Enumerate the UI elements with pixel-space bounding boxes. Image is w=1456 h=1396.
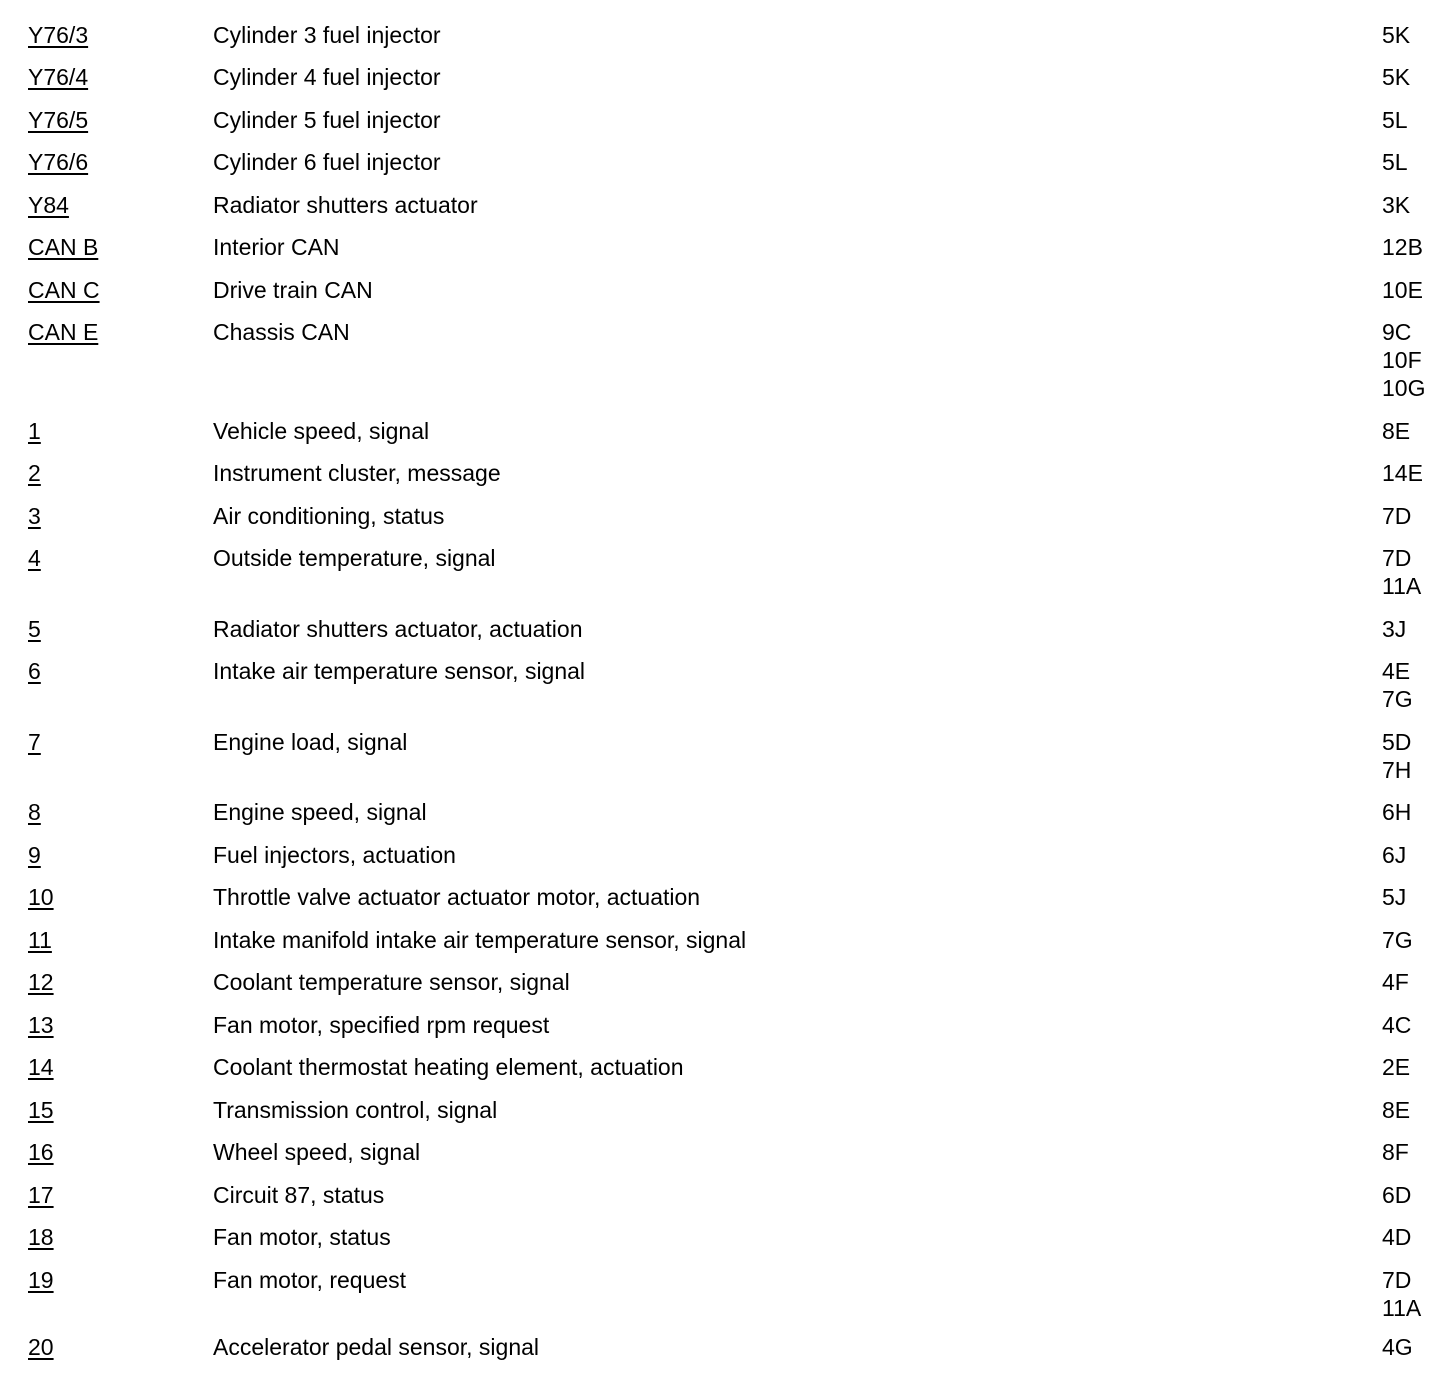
legend-code-link[interactable]: 5 <box>28 616 41 642</box>
legend-code-link[interactable]: 14 <box>28 1054 54 1080</box>
legend-description: Cylinder 5 fuel injector <box>213 107 441 133</box>
grid-reference: 3J <box>1382 616 1407 642</box>
legend-description: Fuel injectors, actuation <box>213 842 456 868</box>
grid-reference: 11A <box>1382 1295 1422 1321</box>
legend-code-link[interactable]: 18 <box>28 1224 54 1250</box>
legend-grid-refs <box>1382 1266 1421 1322</box>
grid-reference: 6D <box>1382 1182 1412 1208</box>
legend-grid-refs <box>1382 1181 1411 1209</box>
legend-code-link[interactable]: Y76/5 <box>28 107 89 133</box>
legend-code-link[interactable]: 7 <box>28 729 41 755</box>
legend-description: Cylinder 6 fuel injector <box>213 149 441 175</box>
legend-grid-refs <box>1382 459 1423 487</box>
legend-code-link[interactable]: 8 <box>28 799 41 825</box>
legend-grid-refs <box>1382 926 1413 954</box>
legend-code-link[interactable]: Y76/6 <box>28 149 89 175</box>
legend-description: Fan motor, request <box>213 1267 407 1293</box>
legend-description: Interior CAN <box>213 234 340 260</box>
legend-code-link[interactable]: 11 <box>28 927 52 953</box>
legend-description: Coolant temperature sensor, signal <box>213 969 570 995</box>
legend-grid-refs <box>1382 728 1411 784</box>
legend-grid-refs <box>1382 417 1410 445</box>
grid-reference: 8F <box>1382 1139 1409 1165</box>
legend-grid-refs <box>1382 233 1423 261</box>
legend-description: Fan motor, specified rpm request <box>213 1012 550 1038</box>
grid-reference: 7H <box>1382 757 1412 783</box>
legend-description: Vehicle speed, signal <box>213 418 430 444</box>
legend-code-link[interactable]: Y76/3 <box>28 22 89 48</box>
legend-description: Coolant thermostat heating element, actuation <box>213 1054 684 1080</box>
grid-reference: 8E <box>1382 418 1411 444</box>
legend-code-link[interactable]: Y84 <box>28 192 69 218</box>
legend-description: Cylinder 3 fuel injector <box>213 22 441 48</box>
legend-grid-refs <box>1382 798 1411 826</box>
grid-reference: 4F <box>1382 969 1409 995</box>
grid-reference: 11A <box>1382 573 1422 599</box>
legend-code-link[interactable]: 16 <box>28 1139 54 1165</box>
legend-grid-refs <box>1382 502 1411 530</box>
grid-reference: 4D <box>1382 1224 1412 1250</box>
legend-description: Drive train CAN <box>213 277 373 303</box>
grid-reference: 4C <box>1382 1012 1412 1038</box>
grid-reference: 12B <box>1382 234 1423 260</box>
legend-grid-refs <box>1382 106 1408 134</box>
legend-code-link[interactable]: 12 <box>28 969 54 995</box>
legend-grid-refs <box>1382 841 1406 869</box>
legend-description: Outside temperature, signal <box>213 545 496 571</box>
legend-description: Instrument cluster, message <box>213 460 501 486</box>
legend-grid-refs <box>1382 21 1410 49</box>
legend-code-link[interactable]: CAN C <box>28 277 100 303</box>
legend-description: Engine load, signal <box>213 729 408 755</box>
legend-code-link[interactable]: 9 <box>28 842 41 868</box>
legend-code-link[interactable]: 10 <box>28 884 54 910</box>
grid-reference: 5K <box>1382 64 1411 90</box>
legend-code-link[interactable]: 19 <box>28 1267 54 1293</box>
legend-grid-refs <box>1382 318 1425 402</box>
legend-grid-refs <box>1382 148 1408 176</box>
legend-description: Fan motor, status <box>213 1224 391 1250</box>
legend-grid-refs <box>1382 1138 1409 1166</box>
grid-reference: 2E <box>1382 1054 1411 1080</box>
legend-grid-refs <box>1382 1333 1413 1361</box>
legend-description: Circuit 87, status <box>213 1182 385 1208</box>
legend-description: Radiator shutters actuator <box>213 192 478 218</box>
grid-reference: 5K <box>1382 22 1411 48</box>
legend-description: Wheel speed, signal <box>213 1139 421 1165</box>
legend-description: Chassis CAN <box>213 319 350 345</box>
grid-reference: 7G <box>1382 927 1413 953</box>
legend-grid-refs <box>1382 191 1410 219</box>
legend-description: Air conditioning, status <box>213 503 445 529</box>
grid-reference: 4G <box>1382 1334 1413 1360</box>
grid-reference: 7G <box>1382 686 1413 712</box>
legend-code-link[interactable]: 15 <box>28 1097 54 1123</box>
legend-description: Intake manifold intake air temperature sensor, signal <box>213 927 747 953</box>
legend-grid-refs <box>1382 1053 1410 1081</box>
grid-reference: 10E <box>1382 277 1423 303</box>
grid-reference: 7D <box>1382 503 1412 529</box>
legend-code-link[interactable]: Y76/4 <box>28 64 89 90</box>
legend-grid-refs <box>1382 63 1410 91</box>
legend-code-link[interactable]: 17 <box>28 1182 54 1208</box>
legend-grid-refs <box>1382 657 1413 713</box>
legend-grid-refs <box>1382 1223 1411 1251</box>
grid-reference: 10F <box>1382 347 1422 373</box>
legend-code-link[interactable]: 6 <box>28 658 41 684</box>
grid-reference: 6H <box>1382 799 1412 825</box>
legend-grid-refs <box>1382 544 1421 600</box>
grid-reference: 5L <box>1382 149 1408 175</box>
legend-description: Cylinder 4 fuel injector <box>213 64 441 90</box>
legend-description: Accelerator pedal sensor, signal <box>213 1334 540 1360</box>
grid-reference: 10G <box>1382 375 1426 401</box>
legend-code-link[interactable]: 1 <box>28 418 41 444</box>
grid-reference: 5J <box>1382 884 1407 910</box>
legend-code-link[interactable]: 20 <box>28 1334 54 1360</box>
legend-grid-refs <box>1382 883 1406 911</box>
legend-description: Transmission control, signal <box>213 1097 498 1123</box>
legend-description: Engine speed, signal <box>213 799 427 825</box>
legend-description: Radiator shutters actuator, actuation <box>213 616 583 642</box>
legend-code-link[interactable]: 2 <box>28 460 41 486</box>
grid-reference: 14E <box>1382 460 1423 486</box>
legend-grid-refs <box>1382 968 1409 996</box>
legend-code-link[interactable]: CAN B <box>28 234 99 260</box>
legend-grid-refs <box>1382 276 1423 304</box>
legend-description: Throttle valve actuator actuator motor, actuation <box>213 884 701 910</box>
legend-code-link[interactable]: CAN E <box>28 319 99 345</box>
legend-grid-refs <box>1382 615 1406 643</box>
grid-reference: 7D <box>1382 545 1412 571</box>
legend-code-link[interactable]: 4 <box>28 545 41 571</box>
grid-reference: 8E <box>1382 1097 1411 1123</box>
grid-reference: 6J <box>1382 842 1407 868</box>
legend-grid-refs <box>1382 1011 1411 1039</box>
grid-reference: 9C <box>1382 319 1412 345</box>
grid-reference: 7D <box>1382 1267 1412 1293</box>
legend-description: Intake air temperature sensor, signal <box>213 658 586 684</box>
grid-reference: 4E <box>1382 658 1411 684</box>
legend-code-link[interactable]: 3 <box>28 503 41 529</box>
grid-reference: 3K <box>1382 192 1411 218</box>
legend-grid-refs <box>1382 1096 1410 1124</box>
grid-reference: 5D <box>1382 729 1412 755</box>
grid-reference: 5L <box>1382 107 1408 133</box>
legend-code-link[interactable]: 13 <box>28 1012 54 1038</box>
